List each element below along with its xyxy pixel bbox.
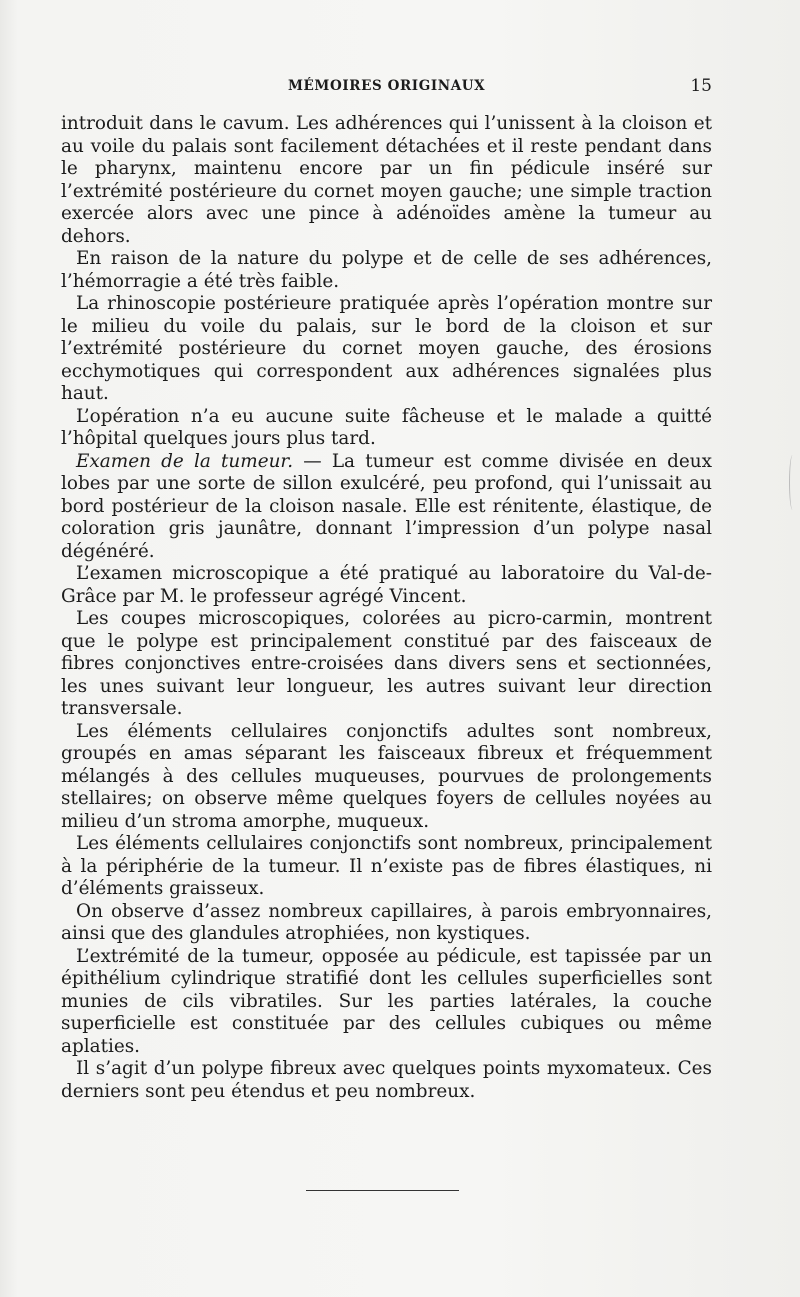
heading-dash: —: [293, 450, 332, 472]
paragraph-hemorrhage: En raison de la nature du polype et de celle de ses adhérences, l’hémorragie a été très faible.: [61, 248, 712, 292]
end-rule: [306, 1190, 459, 1191]
paragraph-rhinoscopy: La rhinoscopie postérieure pratiquée après l’opération montre sur le milieu du voile du palais, sur le bord de la cloison et sur l’extrémité postérieure du cornet moyen gauche, des érosions ecchymotiques qui correspondent aux adhérences signalées plus haut.: [61, 293, 712, 404]
page-header: [62, 78, 712, 100]
margin-bleed-mark: [789, 455, 796, 510]
body-text: [61, 113, 712, 1103]
paragraph-conclusion: Il s’agit d’un polype fibreux avec quelques points myxomateux. Ces derniers sont peu étendus et peu nombreux.: [61, 1058, 712, 1102]
paragraph-epithelium: L’extrémité de la tumeur, opposée au pédicule, est tapissée par un épithélium cylindrique stratifié dont les cellules superficielles sont munies de cils vibratiles. Sur les parties latérales, la couche superficielle est constituée par des cellules cubiques ou même aplaties.: [61, 945, 712, 1057]
paragraph-capillaries: On observe d’assez nombreux capillaires, à parois embryonnaires, ainsi que des glandules atrophiées, non kystiques.: [61, 900, 712, 944]
running-title: MÉMOIRES ORIGINAUX: [288, 78, 486, 94]
paragraph-continued-operation: introduit dans le cavum. Les adhérences qui l’unissent à la cloison et au voile du palais sont facilement détachées et il reste pendant dans le pharynx, maintenu encore par un fin pédicule inséré sur l’extrémité postérieure du cornet moyen gauche; une simple traction exercée alors avec une pince à adénoïdes amène la tumeur au dehors.: [61, 113, 712, 247]
paragraph-sections: Les coupes microscopiques, colorées au picro-carmin, montrent que le polype est principalement constitué par des faisceaux de fibres conjonctives entre-croisées dans divers sens et sectionnées, les unes suivant leur longueur, les autres suivant leur direction transversale.: [61, 608, 712, 719]
paragraph-outcome: L’opération n’a eu aucune suite fâcheuse et le malade a quitté l’hôpital quelques jours plus tard.: [61, 405, 712, 449]
paragraph-periphery-cells: Les éléments cellulaires conjonctifs sont nombreux, principalement à la périphérie de la tumeur. Il n’existe pas de fibres élastiques, ni d’éléments graisseux.: [61, 833, 712, 899]
paragraph-tumour-description: La tumeur est comme divisée en deux lobes par une sorte de sillon exulcéré, peu profond, qui l’unissait au bord postérieur de la cloison nasale. Elle est rénitente, élastique, de coloration gris jaunâtre, donnant l’impression d’un polype nasal dégénéré.: [61, 450, 712, 562]
page-number: 15: [690, 76, 712, 96]
paragraph-tumour-examination: [61, 451, 712, 564]
paragraph-microscopic-exam: L’examen microscopique a été pratiqué au laboratoire du Val-de-Grâce par M. le professeur agrégé Vincent.: [61, 563, 712, 607]
section-heading-examen: Examen de la tumeur.: [76, 450, 294, 472]
paragraph-adult-cells: Les éléments cellulaires conjonctifs adultes sont nombreux, groupés en amas séparant les faisceaux fibreux et fréquemment mélangés à des cellules muqueuses, pourvues de prolongements stellaires; on observe même quelques foyers de cellules noyées au milieu d’un stroma amorphe, muqueux.: [61, 720, 712, 832]
